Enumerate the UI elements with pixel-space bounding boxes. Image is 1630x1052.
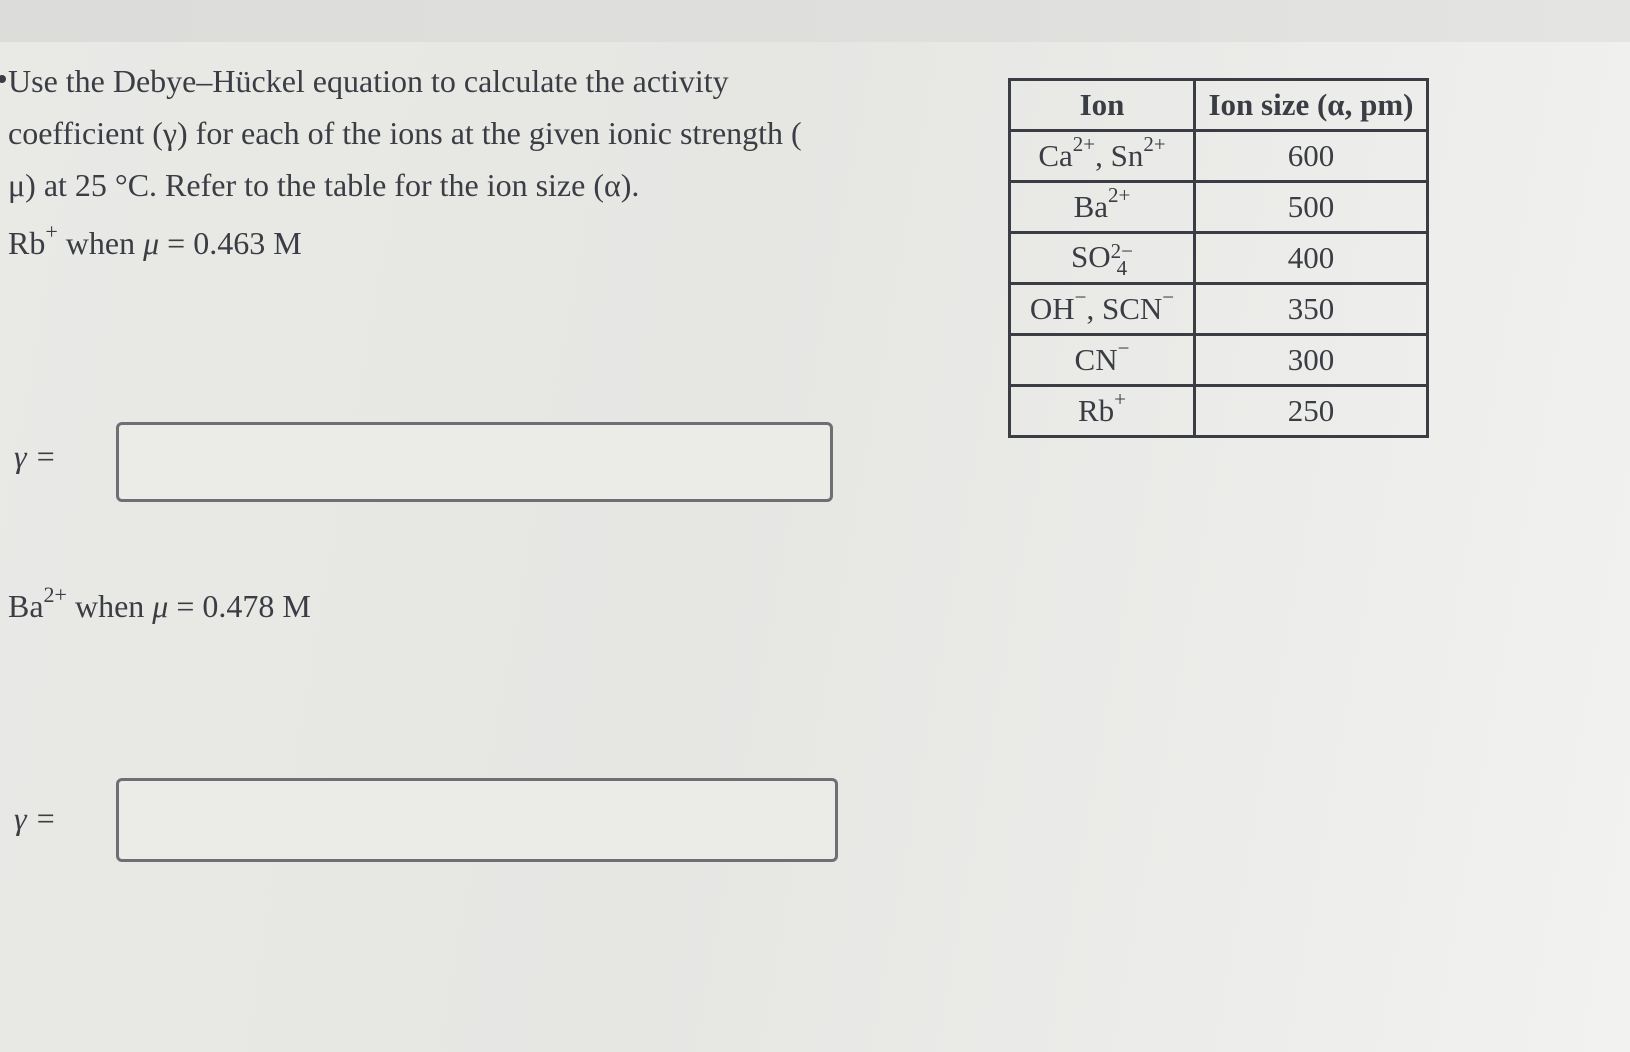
part-1-gamma-label: γ =: [14, 438, 57, 474]
part-2-equals: =: [176, 588, 195, 624]
ion-symbol: OH: [1029, 291, 1075, 326]
ion-cell: [1010, 182, 1195, 233]
ion-charge: 2+: [1143, 131, 1166, 156]
ion-symbol: Ba: [1073, 189, 1109, 224]
top-strip: [0, 0, 1630, 42]
size-cell: 350: [1195, 284, 1428, 335]
table-row: [1010, 233, 1428, 284]
ion-subscript: 4: [1116, 255, 1128, 280]
table-row: [1010, 284, 1428, 335]
header-ion: Ion: [1010, 80, 1195, 131]
size-cell: 250: [1195, 386, 1428, 437]
table-row: [1010, 335, 1428, 386]
part-2-mu: μ: [152, 588, 169, 624]
ion-symbol: SCN: [1101, 291, 1163, 326]
table-header-row: [1010, 80, 1428, 131]
table-row: [1010, 386, 1428, 437]
part-1-equals: =: [167, 225, 186, 261]
question-line-3: μ) at 25 °C. Refer to the table for the ion size (α).: [8, 167, 640, 203]
ion-symbol: SO: [1071, 239, 1111, 275]
part-2-answer-input[interactable]: [116, 778, 838, 862]
part-1-when: when: [65, 225, 136, 261]
part-2-charge: 2+: [43, 582, 67, 608]
ion-cell: [1010, 284, 1195, 335]
part-1-mu: μ: [143, 225, 160, 261]
ion-cell: [1010, 233, 1195, 284]
ion-symbol: Ca: [1038, 138, 1073, 173]
ion-symbol: CN: [1074, 342, 1118, 377]
ion-charge: −: [1117, 335, 1130, 360]
part-2-gamma-label: γ =: [14, 800, 57, 836]
part-2-ion: Ba: [8, 588, 44, 624]
part-1-value: 0.463 M: [193, 225, 302, 261]
ion-separator: ,: [1086, 291, 1102, 326]
part-1-ion: Rb: [8, 225, 46, 261]
table-row: [1010, 131, 1428, 182]
bullet-marker: [0, 75, 6, 83]
ion-symbol: Rb: [1077, 393, 1115, 428]
part-2-when: when: [74, 588, 145, 624]
size-cell: 500: [1195, 182, 1428, 233]
ion-charge: 2+: [1072, 131, 1096, 156]
ion-separator: ,: [1095, 138, 1111, 173]
part-2-prompt: [8, 582, 311, 625]
part-2-value: 0.478 M: [202, 588, 311, 624]
ion-cell: [1010, 131, 1195, 182]
question-text: [8, 55, 908, 211]
ion-charge: +: [1114, 386, 1127, 411]
size-cell: 300: [1195, 335, 1428, 386]
question-line-1: Use the Debye–Hückel equation to calculate the activity: [8, 63, 729, 99]
header-ion-size: Ion size (α, pm): [1195, 80, 1428, 131]
part-1-answer-input[interactable]: [116, 422, 833, 502]
part-1-charge: +: [45, 219, 58, 245]
table-row: [1010, 182, 1428, 233]
question-line-2: coefficient (γ) for each of the ions at the given ionic strength (: [8, 115, 802, 151]
ion-symbol: Sn: [1110, 138, 1144, 173]
ion-charge: 2+: [1108, 182, 1131, 207]
ion-cell: [1010, 335, 1195, 386]
size-cell: 600: [1195, 131, 1428, 182]
ion-charge: −: [1074, 284, 1087, 309]
ion-charge: 2−: [1110, 238, 1133, 263]
part-1-prompt: [8, 219, 302, 262]
ion-cell: [1010, 386, 1195, 437]
ion-charge: −: [1162, 284, 1175, 309]
size-cell: 400: [1195, 233, 1428, 284]
ion-size-table: [1008, 78, 1429, 438]
